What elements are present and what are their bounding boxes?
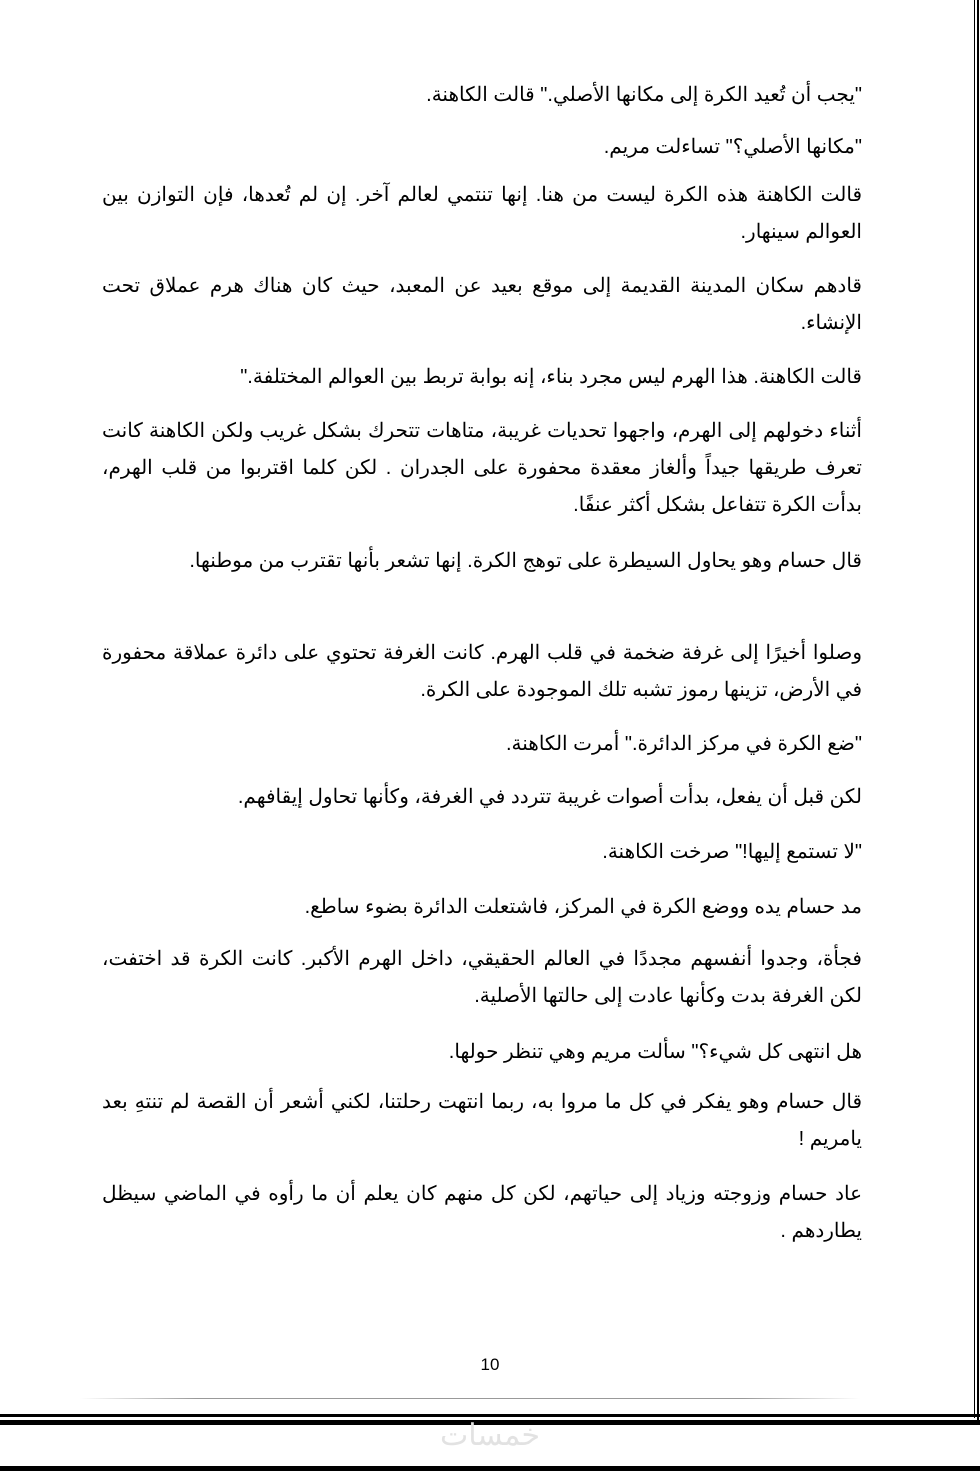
- page-bottom-border: [0, 1414, 980, 1417]
- paragraph: قالت الكاهنة. هذا الهرم ليس مجرد بناء، إنه بوابة تربط بين العوالم المختلفة.": [240, 366, 862, 388]
- paragraph: "يجب أن تُعيد الكرة إلى مكانها الأصلي." قالت الكاهنة.: [426, 84, 862, 106]
- paragraph: لكن قبل أن يفعل، بدأت أصوات غريبة تتردد في الغرفة، وكأنها تحاول إيقافهم.: [237, 786, 862, 808]
- paragraph: مد حسام يده ووضع الكرة في المركز، فاشتعلت الدائرة بضوء ساطع.: [304, 896, 862, 918]
- paragraph: فجأة، وجدوا أنفسهم مجددًا في العالم الحقيقي، داخل الهرم الأكبر. كانت الكرة قد اختفت، لكن الغرفة بدت وكأنها عادت إلى حالتها الأصلية.: [102, 948, 862, 1007]
- page-border-right-inner: [974, 0, 975, 1418]
- paragraph: أثناء دخولهم إلى الهرم، واجهوا تحديات غريبة، متاهات تتحرك بشكل غريب ولكن الكاهنة كانت تعرف طريقها جيداً وألغاز معقدة محفورة على الجدران . لكن كلما اقتربوا من قلب الهرم، بدأت الكرة تتفاعل بشكل أكثر عنفًا.: [102, 420, 862, 516]
- page-number: 10: [480, 1355, 500, 1374]
- next-page-border: [0, 1466, 980, 1471]
- paragraph: قال حسام وهو يحاول السيطرة على توهج الكرة. إنها تشعر بأنها تقترب من موطنها.: [189, 550, 862, 572]
- page-border-right: [977, 0, 979, 1420]
- footer-divider: [80, 1398, 860, 1399]
- paragraph: قادهم سكان المدينة القديمة إلى موقع بعيد عن المعبد، حيث كان هناك هرم عملاق تحت الإنشاء.: [102, 275, 862, 334]
- paragraph: عاد حسام وزوجته وزياد إلى حياتهم، لكن كل منهم كان يعلم أن ما رأوه في الماضي سيظل يطاردهم .: [102, 1183, 862, 1242]
- watermark-logo: خمسات: [439, 1419, 541, 1452]
- paragraph: "ضع الكرة في مركز الدائرة." أمرت الكاهنة.: [505, 733, 862, 755]
- paragraph: قالت الكاهنة هذه الكرة ليست من هنا. إنها تنتمي لعالم آخر. إن لم تُعدها، فإن التوازن بين العوالم سينهار.: [102, 184, 862, 243]
- paragraph: "مكانها الأصلي؟" تساءلت مريم.: [603, 136, 862, 158]
- paragraph: "لا تستمع إليها!" صرخت الكاهنة.: [602, 841, 862, 863]
- paragraph: وصلوا أخيرًا إلى غرفة ضخمة في قلب الهرم. كانت الغرفة تحتوي على دائرة عملاقة محفورة في الأرض، تزينها رموز تشبه تلك الموجودة على الكرة.: [102, 642, 862, 701]
- paragraph: هل انتهى كل شيء؟" سألت مريم وهي تنظر حولها.: [448, 1041, 862, 1063]
- paragraph: قال حسام وهو يفكر في كل ما مروا به، ربما انتهت رحلتنا، لكني أشعر أن القصة لم تنتهِ بعد يامريم !: [102, 1091, 862, 1150]
